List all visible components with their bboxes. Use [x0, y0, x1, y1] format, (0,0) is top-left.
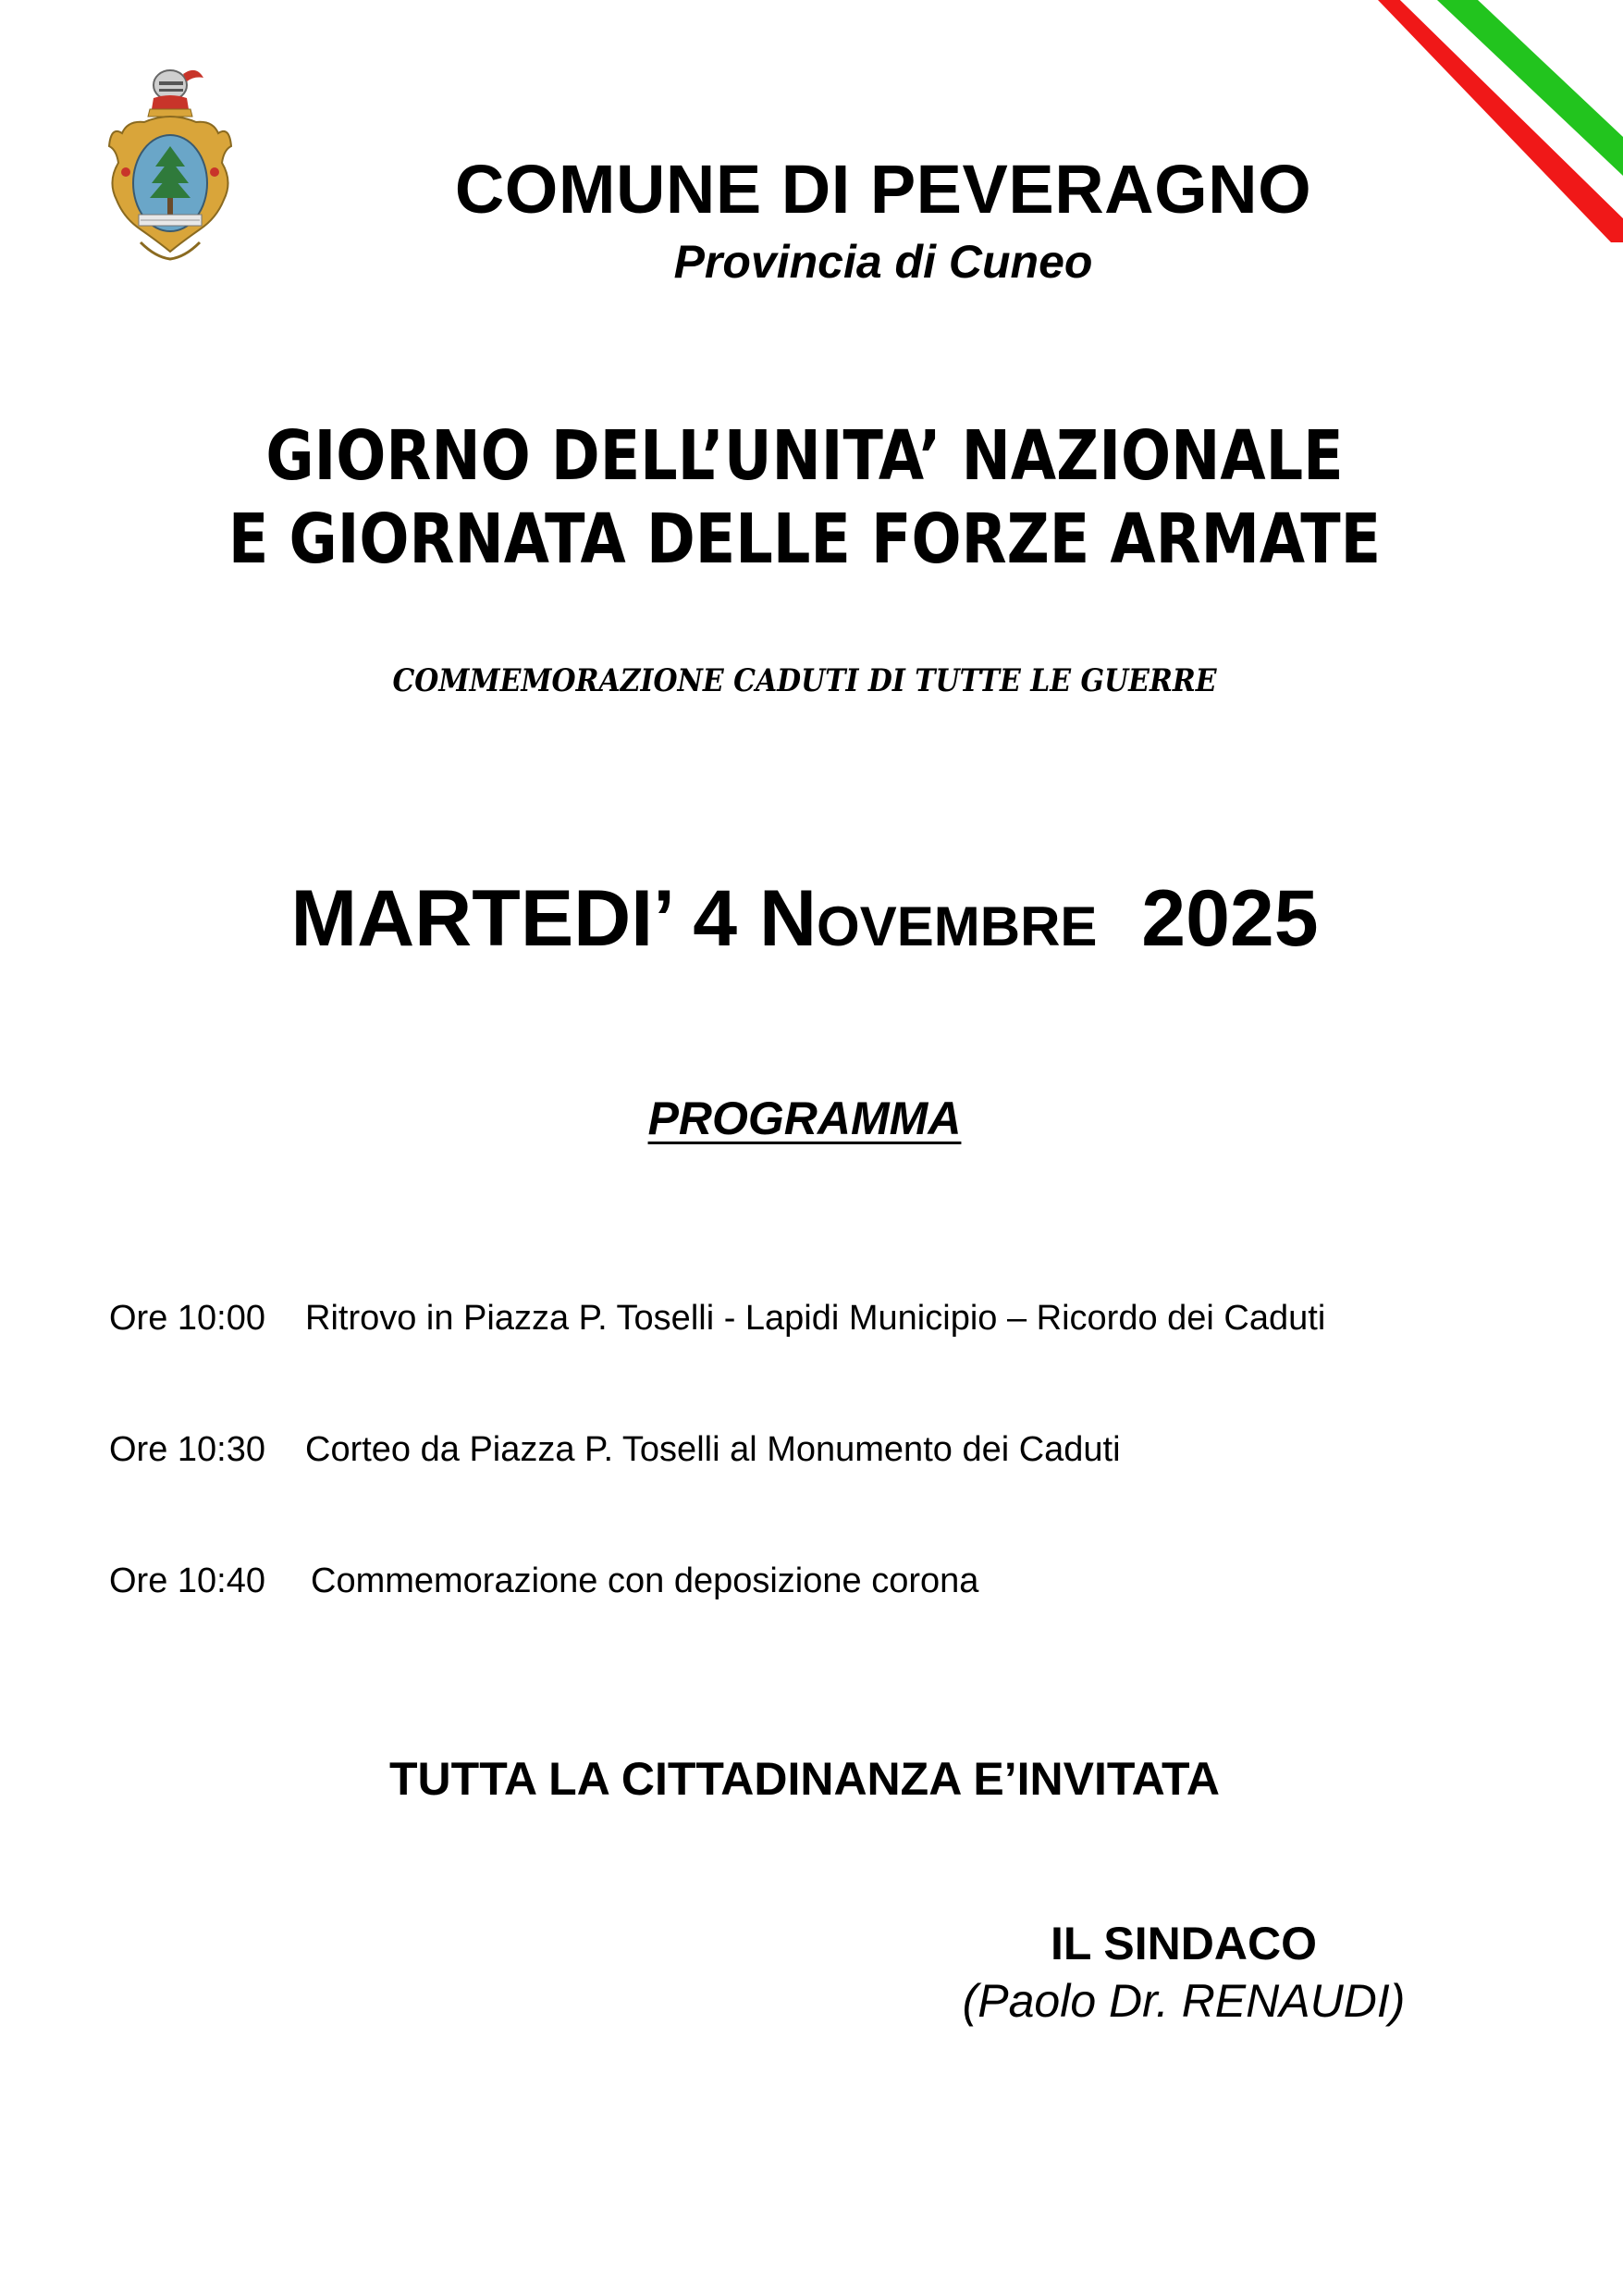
schedule-time: Ore 10:00: [109, 1299, 265, 1338]
programme-heading: PROGRAMMA: [647, 1092, 962, 1144]
event-date-year: 2025: [1141, 874, 1319, 963]
province-subtitle: Provincia di Cuneo: [673, 236, 1093, 288]
schedule-description: Ritrovo in Piazza P. Toselli - Lapidi Municipio – Ricordo dei Caduti: [305, 1299, 1326, 1338]
schedule-row: [109, 1299, 1552, 1339]
schedule-description: Corteo da Piazza P. Toselli al Monumento dei Caduti: [305, 1430, 1121, 1469]
municipality-title: COMUNE DI PEVERAGNO: [454, 151, 1312, 228]
schedule-row: [109, 1430, 1552, 1470]
mayor-name: (Paolo Dr. RENAUDI): [962, 1975, 1406, 2027]
schedule-row: [109, 1562, 1552, 1601]
schedule-time: Ore 10:40: [109, 1562, 265, 1600]
mayor-title: IL SINDACO: [1051, 1918, 1317, 1969]
event-date: [139, 873, 1470, 965]
event-date-month: Novembre: [758, 874, 1098, 963]
schedule-time: Ore 10:30: [109, 1430, 265, 1469]
event-date-weekday: MARTEDI’ 4: [290, 874, 759, 963]
event-subtitle: COMMEMORAZIONE CADUTI DI TUTTE LE GUERRE: [392, 662, 1217, 699]
event-title-line-2: E GIORNATA DELLE FORZE ARMATE: [227, 500, 1382, 579]
invitation-text: TUTTA LA CITTADINANZA E’INVITATA: [389, 1753, 1220, 1805]
schedule-description: Commemorazione con deposizione corona: [311, 1562, 979, 1600]
coat-of-arms-icon: [104, 61, 233, 266]
event-title-line-1: GIORNO DELL’UNITA’ NAZIONALE: [265, 416, 1344, 496]
